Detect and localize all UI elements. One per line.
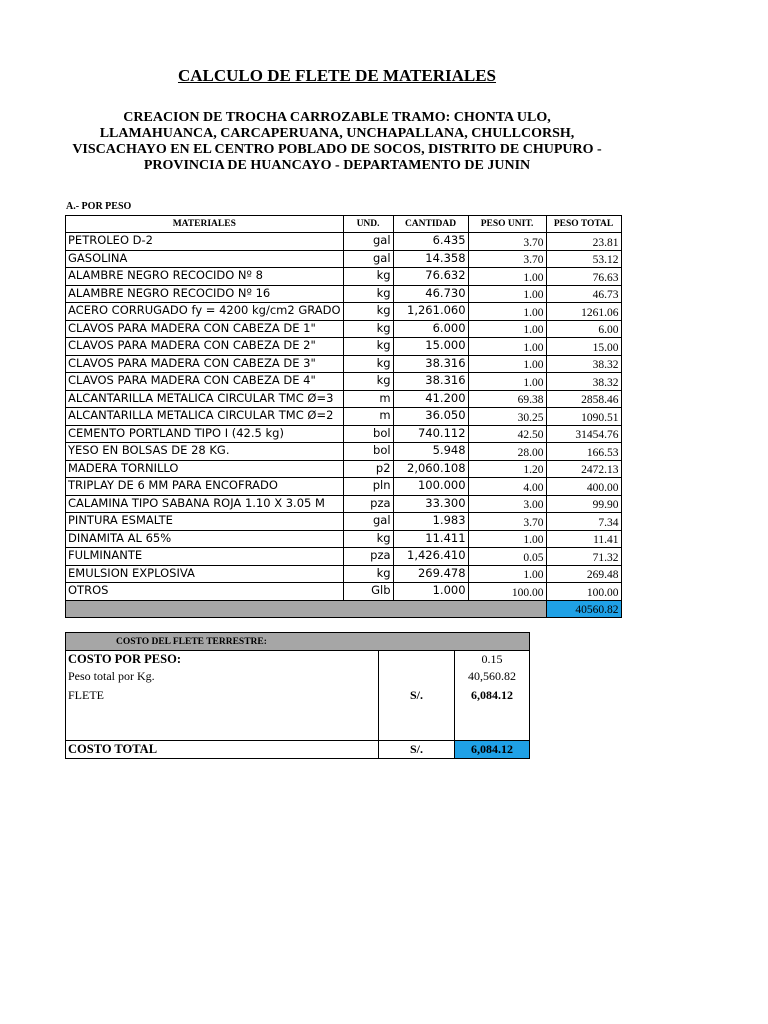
material-unit-weight: 0.05 xyxy=(468,548,546,566)
material-name: PETROLEO D-2 xyxy=(66,233,344,251)
material-name: ALCANTARILLA METALICA CIRCULAR TMC Ø=3 xyxy=(66,390,344,408)
material-name: ALAMBRE NEGRO RECOCIDO Nº 16 xyxy=(66,285,344,303)
material-unit: pza xyxy=(343,495,393,513)
material-unit-weight: 28.00 xyxy=(468,443,546,461)
material-unit: kg xyxy=(343,268,393,286)
table-row xyxy=(66,460,622,478)
table-row xyxy=(66,408,622,426)
materials-table-body xyxy=(66,233,622,618)
material-unit: kg xyxy=(343,530,393,548)
costo-por-peso-label: COSTO POR PESO: xyxy=(66,651,379,669)
material-unit: bol xyxy=(343,443,393,461)
material-quantity: 6.000 xyxy=(393,320,468,338)
material-unit: kg xyxy=(343,338,393,356)
freight-header: COSTO DEL FLETE TERRESTRE: xyxy=(66,633,530,651)
material-quantity: 38.316 xyxy=(393,373,468,391)
material-quantity: 14.358 xyxy=(393,250,468,268)
material-name: CEMENTO PORTLAND TIPO I (42.5 kg) xyxy=(66,425,344,443)
material-unit-weight: 1.00 xyxy=(468,338,546,356)
material-unit: kg xyxy=(343,285,393,303)
table-row xyxy=(66,303,622,321)
material-quantity: 6.435 xyxy=(393,233,468,251)
material-name: FULMINANTE xyxy=(66,548,344,566)
page-title: CALCULO DE FLETE DE MATERIALES xyxy=(177,66,497,85)
freight-row-costo-peso xyxy=(66,651,530,669)
material-quantity: 5.948 xyxy=(393,443,468,461)
material-total-weight: 166.53 xyxy=(546,443,621,461)
table-row xyxy=(66,513,622,531)
material-unit-weight: 1.00 xyxy=(468,373,546,391)
material-unit-weight: 100.00 xyxy=(468,583,546,601)
table-row xyxy=(66,250,622,268)
materials-table xyxy=(65,215,622,618)
material-unit: kg xyxy=(343,373,393,391)
material-quantity: 740.112 xyxy=(393,425,468,443)
header-und: UND. xyxy=(343,216,393,233)
table-row xyxy=(66,425,622,443)
material-total-weight: 2472.13 xyxy=(546,460,621,478)
material-name: CLAVOS PARA MADERA CON CABEZA DE 2" xyxy=(66,338,344,356)
material-unit-weight: 1.00 xyxy=(468,303,546,321)
material-quantity: 38.316 xyxy=(393,355,468,373)
material-unit: m xyxy=(343,390,393,408)
costo-total-currency: S/. xyxy=(379,741,455,759)
subtitle-line: LLAMAHUANCA, CARCAPERUANA, UNCHAPALLANA, CHULLCORSH, xyxy=(99,126,575,141)
material-quantity: 33.300 xyxy=(393,495,468,513)
material-unit: bol xyxy=(343,425,393,443)
material-quantity: 1,426.410 xyxy=(393,548,468,566)
material-name: ACERO CORRUGADO fy = 4200 kg/cm2 GRADO xyxy=(66,303,344,321)
material-unit-weight: 1.00 xyxy=(468,530,546,548)
table-header-row xyxy=(66,216,622,233)
header-materiales: MATERIALES xyxy=(66,216,344,233)
material-unit: Glb xyxy=(343,583,393,601)
material-name: ALAMBRE NEGRO RECOCIDO Nº 8 xyxy=(66,268,344,286)
material-unit-weight: 3.70 xyxy=(468,250,546,268)
table-row xyxy=(66,495,622,513)
material-total-weight: 2858.46 xyxy=(546,390,621,408)
material-total-weight: 53.12 xyxy=(546,250,621,268)
table-row xyxy=(66,565,622,583)
table-row xyxy=(66,390,622,408)
costo-total-label: COSTO TOTAL xyxy=(66,741,379,759)
material-unit-weight: 1.00 xyxy=(468,285,546,303)
table-row xyxy=(66,338,622,356)
material-unit-weight: 69.38 xyxy=(468,390,546,408)
material-quantity: 100.000 xyxy=(393,478,468,496)
material-unit: kg xyxy=(343,565,393,583)
material-quantity: 46.730 xyxy=(393,285,468,303)
total-row xyxy=(66,600,622,618)
material-name: TRIPLAY DE 6 MM PARA ENCOFRADO xyxy=(66,478,344,496)
material-total-weight: 1090.51 xyxy=(546,408,621,426)
material-unit: kg xyxy=(343,355,393,373)
material-total-weight: 38.32 xyxy=(546,355,621,373)
material-name: CALAMINA TIPO SABANA ROJA 1.10 X 3.05 M xyxy=(66,495,344,513)
freight-empty-cell xyxy=(379,668,455,685)
material-unit: kg xyxy=(343,320,393,338)
subtitle-line: PROVINCIA DE HUANCAYO - DEPARTAMENTO DE JUNIN xyxy=(143,158,531,173)
freight-row-costo-total xyxy=(66,741,530,759)
material-total-weight: 269.48 xyxy=(546,565,621,583)
costo-total-value: 6,084.12 xyxy=(455,741,530,759)
material-name: PINTURA ESMALTE xyxy=(66,513,344,531)
total-weight-value: 40560.82 xyxy=(546,600,621,618)
table-row xyxy=(66,530,622,548)
costo-por-peso-value: 0.15 xyxy=(455,651,530,669)
material-unit-weight: 30.25 xyxy=(468,408,546,426)
table-row xyxy=(66,355,622,373)
freight-row-peso-total xyxy=(66,668,530,685)
section-label: A.- POR PESO xyxy=(66,201,132,212)
table-row xyxy=(66,373,622,391)
material-total-weight: 11.41 xyxy=(546,530,621,548)
freight-row-flete xyxy=(66,685,530,741)
material-name: GASOLINA xyxy=(66,250,344,268)
flete-currency: S/. xyxy=(379,685,455,741)
material-total-weight: 99.90 xyxy=(546,495,621,513)
material-quantity: 1,261.060 xyxy=(393,303,468,321)
material-name: CLAVOS PARA MADERA CON CABEZA DE 1" xyxy=(66,320,344,338)
material-unit: gal xyxy=(343,513,393,531)
freight-cost-table xyxy=(65,632,530,759)
material-name: EMULSION EXPLOSIVA xyxy=(66,565,344,583)
material-total-weight: 7.34 xyxy=(546,513,621,531)
table-row xyxy=(66,548,622,566)
material-total-weight: 31454.76 xyxy=(546,425,621,443)
peso-total-label: Peso total por Kg. xyxy=(66,668,379,685)
material-unit-weight: 3.70 xyxy=(468,513,546,531)
material-unit: m xyxy=(343,408,393,426)
material-unit: gal xyxy=(343,250,393,268)
table-row xyxy=(66,268,622,286)
material-unit: p2 xyxy=(343,460,393,478)
table-row xyxy=(66,285,622,303)
material-name: YESO EN BOLSAS DE 28 KG. xyxy=(66,443,344,461)
material-quantity: 1.000 xyxy=(393,583,468,601)
total-row-spacer xyxy=(66,600,547,618)
subtitle-line: VISCACHAYO EN EL CENTRO POBLADO DE SOCOS, DISTRITO DE CHUPURO - xyxy=(72,142,602,157)
material-unit-weight: 1.00 xyxy=(468,565,546,583)
material-name: DINAMITA AL 65% xyxy=(66,530,344,548)
peso-total-value: 40,560.82 xyxy=(455,668,530,685)
header-peso-total: PESO TOTAL xyxy=(546,216,621,233)
material-quantity: 76.632 xyxy=(393,268,468,286)
material-total-weight: 6.00 xyxy=(546,320,621,338)
material-unit: kg xyxy=(343,303,393,321)
header-cantidad: CANTIDAD xyxy=(393,216,468,233)
table-row xyxy=(66,478,622,496)
material-name: OTROS xyxy=(66,583,344,601)
material-quantity: 15.000 xyxy=(393,338,468,356)
material-quantity: 41.200 xyxy=(393,390,468,408)
table-row xyxy=(66,233,622,251)
material-unit: pza xyxy=(343,548,393,566)
material-total-weight: 15.00 xyxy=(546,338,621,356)
header-peso-unit: PESO UNIT. xyxy=(468,216,546,233)
flete-label: FLETE xyxy=(66,685,379,741)
table-row xyxy=(66,320,622,338)
material-quantity: 269.478 xyxy=(393,565,468,583)
table-row xyxy=(66,443,622,461)
material-unit-weight: 1.20 xyxy=(468,460,546,478)
material-unit-weight: 3.00 xyxy=(468,495,546,513)
material-total-weight: 46.73 xyxy=(546,285,621,303)
material-total-weight: 38.32 xyxy=(546,373,621,391)
material-name: MADERA TORNILLO xyxy=(66,460,344,478)
material-name: ALCANTARILLA METALICA CIRCULAR TMC Ø=2 xyxy=(66,408,344,426)
material-quantity: 2,060.108 xyxy=(393,460,468,478)
material-unit-weight: 1.00 xyxy=(468,268,546,286)
material-unit-weight: 42.50 xyxy=(468,425,546,443)
subtitle-line: CREACION DE TROCHA CARROZABLE TRAMO: CHONTA ULO, xyxy=(123,110,551,125)
material-total-weight: 76.63 xyxy=(546,268,621,286)
freight-header-row xyxy=(66,633,530,651)
material-total-weight: 100.00 xyxy=(546,583,621,601)
material-total-weight: 23.81 xyxy=(546,233,621,251)
project-subtitle xyxy=(0,110,674,174)
material-total-weight: 71.32 xyxy=(546,548,621,566)
flete-value: 6,084.12 xyxy=(455,685,530,741)
material-quantity: 11.411 xyxy=(393,530,468,548)
material-unit-weight: 1.00 xyxy=(468,355,546,373)
freight-empty-cell xyxy=(379,651,455,669)
material-quantity: 36.050 xyxy=(393,408,468,426)
material-unit: pln xyxy=(343,478,393,496)
material-quantity: 1.983 xyxy=(393,513,468,531)
table-row xyxy=(66,583,622,601)
material-unit-weight: 1.00 xyxy=(468,320,546,338)
material-unit-weight: 4.00 xyxy=(468,478,546,496)
material-name: CLAVOS PARA MADERA CON CABEZA DE 4" xyxy=(66,373,344,391)
material-unit: gal xyxy=(343,233,393,251)
material-total-weight: 1261.06 xyxy=(546,303,621,321)
material-name: CLAVOS PARA MADERA CON CABEZA DE 3" xyxy=(66,355,344,373)
material-unit-weight: 3.70 xyxy=(468,233,546,251)
material-total-weight: 400.00 xyxy=(546,478,621,496)
